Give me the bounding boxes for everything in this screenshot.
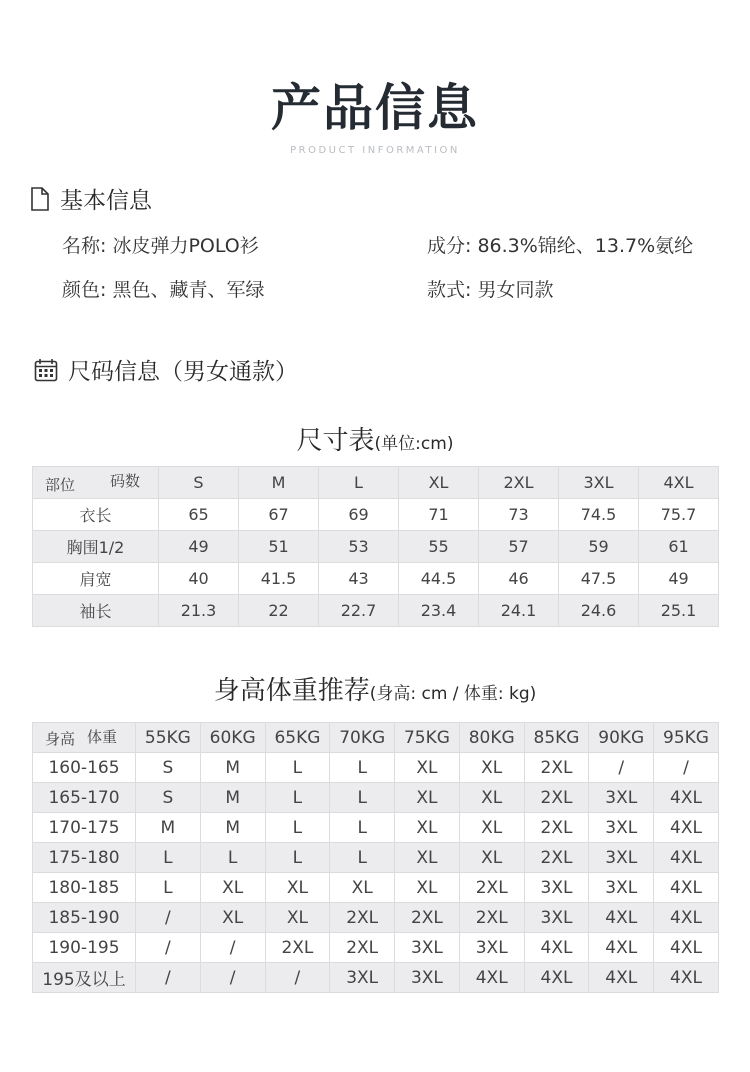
row-label: 165-170 (33, 783, 136, 813)
table-row (33, 903, 719, 933)
table-cell: 2XL (395, 903, 460, 933)
table-cell: 2XL (459, 873, 524, 903)
table-row (33, 753, 719, 783)
table-cell: 46 (479, 563, 559, 595)
product-composition: 成分: 86.3%锦纶、13.7%氨纶 (427, 235, 694, 257)
table-cell: / (136, 933, 201, 963)
size-info-heading (34, 353, 298, 386)
table-cell: 22 (239, 595, 319, 627)
table-cell: 4XL (654, 873, 719, 903)
table-cell: XL (395, 843, 460, 873)
column-header: 60KG (200, 723, 265, 753)
table-cell: / (136, 963, 201, 993)
table-cell: L (330, 753, 395, 783)
rec-table-title (0, 670, 750, 707)
corner-bottom-label: 部位 (45, 476, 76, 494)
row-label: 195及以上 (33, 963, 136, 993)
column-header: 65KG (265, 723, 330, 753)
table-cell: / (200, 933, 265, 963)
column-header: 4XL (639, 467, 719, 499)
table-cell: 40 (159, 563, 239, 595)
table-cell: 75.7 (639, 499, 719, 531)
table-cell: 65 (159, 499, 239, 531)
size-info-title: 尺码信息（男女通款） (68, 359, 298, 385)
table-cell: M (200, 813, 265, 843)
table-row (33, 843, 719, 873)
table-cell: 44.5 (399, 563, 479, 595)
size-table-title (0, 420, 750, 457)
table-row (33, 531, 719, 563)
table-cell: 2XL (524, 753, 589, 783)
column-header: 3XL (559, 467, 639, 499)
table-header-row (33, 467, 719, 499)
table-cell: 47.5 (559, 563, 639, 595)
page-subtitle: PRODUCT INFORMATION (290, 145, 460, 156)
table-cell: 4XL (459, 963, 524, 993)
table-cell: 4XL (589, 903, 654, 933)
row-label: 胸围1/2 (33, 531, 159, 563)
table-cell: 4XL (524, 933, 589, 963)
product-name: 名称: 冰皮弹力POLO衫 (62, 235, 259, 257)
table-header-row (33, 723, 719, 753)
column-header: S (159, 467, 239, 499)
table-cell: M (136, 813, 201, 843)
table-cell: XL (395, 873, 460, 903)
column-header: 80KG (459, 723, 524, 753)
table-cell: 51 (239, 531, 319, 563)
row-label: 175-180 (33, 843, 136, 873)
column-header: XL (399, 467, 479, 499)
table-cell: 55 (399, 531, 479, 563)
table-cell: 3XL (459, 933, 524, 963)
corner-bottom-label: 身高 (45, 730, 76, 748)
row-label: 190-195 (33, 933, 136, 963)
table-cell: 2XL (265, 933, 330, 963)
table-row (33, 813, 719, 843)
column-header: L (319, 467, 399, 499)
table-cell: / (589, 753, 654, 783)
table-cell: / (654, 753, 719, 783)
table-cell: / (200, 963, 265, 993)
table-cell: 4XL (654, 903, 719, 933)
table-cell: 53 (319, 531, 399, 563)
table-cell: L (330, 813, 395, 843)
table-row (33, 563, 719, 595)
table-cell: 3XL (395, 933, 460, 963)
table-cell: 2XL (330, 933, 395, 963)
table-cell: 2XL (524, 813, 589, 843)
table-cell: 25.1 (639, 595, 719, 627)
table-cell: 4XL (654, 933, 719, 963)
table-cell: L (265, 783, 330, 813)
product-color: 颜色: 黑色、藏青、军绿 (62, 279, 265, 301)
table-cell: XL (395, 813, 460, 843)
table-cell: XL (200, 873, 265, 903)
table-cell: 74.5 (559, 499, 639, 531)
table-cell: 24.1 (479, 595, 559, 627)
table-cell: 24.6 (559, 595, 639, 627)
table-cell: L (136, 843, 201, 873)
row-label: 170-175 (33, 813, 136, 843)
row-label: 肩宽 (33, 563, 159, 595)
table-cell: 3XL (589, 813, 654, 843)
table-cell: 3XL (524, 903, 589, 933)
table-cell: S (136, 753, 201, 783)
table-cell: L (136, 873, 201, 903)
table-cell: 3XL (395, 963, 460, 993)
table-cell: 2XL (524, 783, 589, 813)
table-cell: 71 (399, 499, 479, 531)
column-header: M (239, 467, 319, 499)
height-weight-table (32, 722, 719, 993)
table-row (33, 933, 719, 963)
table-cell: 59 (559, 531, 639, 563)
table-cell: XL (395, 753, 460, 783)
table-cell: L (200, 843, 265, 873)
column-header: 95KG (654, 723, 719, 753)
table-cell: 4XL (589, 963, 654, 993)
table-cell: 2XL (330, 903, 395, 933)
column-header: 85KG (524, 723, 589, 753)
table-corner-cell (33, 723, 136, 753)
table-cell: 2XL (524, 843, 589, 873)
table-cell: XL (200, 903, 265, 933)
table-cell: 61 (639, 531, 719, 563)
rec-table-title-text: 身高体重推荐 (213, 676, 370, 706)
table-cell: 2XL (459, 903, 524, 933)
table-cell: XL (459, 813, 524, 843)
table-row (33, 873, 719, 903)
table-row (33, 963, 719, 993)
table-cell: M (200, 753, 265, 783)
table-cell: 57 (479, 531, 559, 563)
table-cell: 23.4 (399, 595, 479, 627)
table-cell: 3XL (589, 873, 654, 903)
basic-info-heading (30, 182, 152, 215)
table-cell: 4XL (654, 963, 719, 993)
table-cell: / (265, 963, 330, 993)
column-header: 55KG (136, 723, 201, 753)
page-title: 产品信息 (271, 79, 479, 137)
table-row (33, 783, 719, 813)
table-cell: 4XL (654, 843, 719, 873)
row-label: 185-190 (33, 903, 136, 933)
table-cell: M (200, 783, 265, 813)
rec-table-unit: (身高: cm / 体重: kg) (369, 684, 537, 704)
basic-info-title: 基本信息 (60, 188, 152, 214)
table-cell: XL (459, 843, 524, 873)
table-cell: 4XL (654, 783, 719, 813)
corner-top-label: 体重 (86, 728, 117, 746)
row-label: 袖长 (33, 595, 159, 627)
table-cell: XL (265, 903, 330, 933)
table-cell: 69 (319, 499, 399, 531)
table-corner-cell (33, 467, 159, 499)
document-icon (30, 187, 50, 211)
row-label: 160-165 (33, 753, 136, 783)
table-cell: 22.7 (319, 595, 399, 627)
table-cell: L (330, 783, 395, 813)
column-header: 90KG (589, 723, 654, 753)
table-cell: 49 (639, 563, 719, 595)
table-cell: 21.3 (159, 595, 239, 627)
table-cell: 73 (479, 499, 559, 531)
table-cell: 4XL (654, 813, 719, 843)
column-header: 2XL (479, 467, 559, 499)
size-table-unit: (单位:cm) (374, 434, 454, 454)
product-style: 款式: 男女同款 (427, 279, 554, 301)
table-cell: 41.5 (239, 563, 319, 595)
table-cell: 3XL (524, 873, 589, 903)
table-cell: 4XL (589, 933, 654, 963)
corner-top-label: 码数 (109, 472, 140, 490)
table-cell: XL (330, 873, 395, 903)
table-cell: XL (265, 873, 330, 903)
table-cell: L (330, 843, 395, 873)
table-cell: 43 (319, 563, 399, 595)
size-table-title-text: 尺寸表 (296, 426, 375, 456)
table-cell: XL (459, 753, 524, 783)
table-cell: 3XL (589, 843, 654, 873)
calendar-icon (34, 358, 58, 382)
table-cell: 67 (239, 499, 319, 531)
row-label: 衣长 (33, 499, 159, 531)
table-cell: 4XL (524, 963, 589, 993)
table-row (33, 499, 719, 531)
table-cell: 3XL (330, 963, 395, 993)
table-cell: L (265, 813, 330, 843)
column-header: 70KG (330, 723, 395, 753)
table-cell: 3XL (589, 783, 654, 813)
table-cell: XL (459, 783, 524, 813)
table-cell: L (265, 753, 330, 783)
table-cell: / (136, 903, 201, 933)
table-cell: 49 (159, 531, 239, 563)
row-label: 180-185 (33, 873, 136, 903)
table-cell: XL (395, 783, 460, 813)
table-cell: S (136, 783, 201, 813)
table-cell: L (265, 843, 330, 873)
size-table (32, 466, 719, 627)
table-row (33, 595, 719, 627)
column-header: 75KG (395, 723, 460, 753)
